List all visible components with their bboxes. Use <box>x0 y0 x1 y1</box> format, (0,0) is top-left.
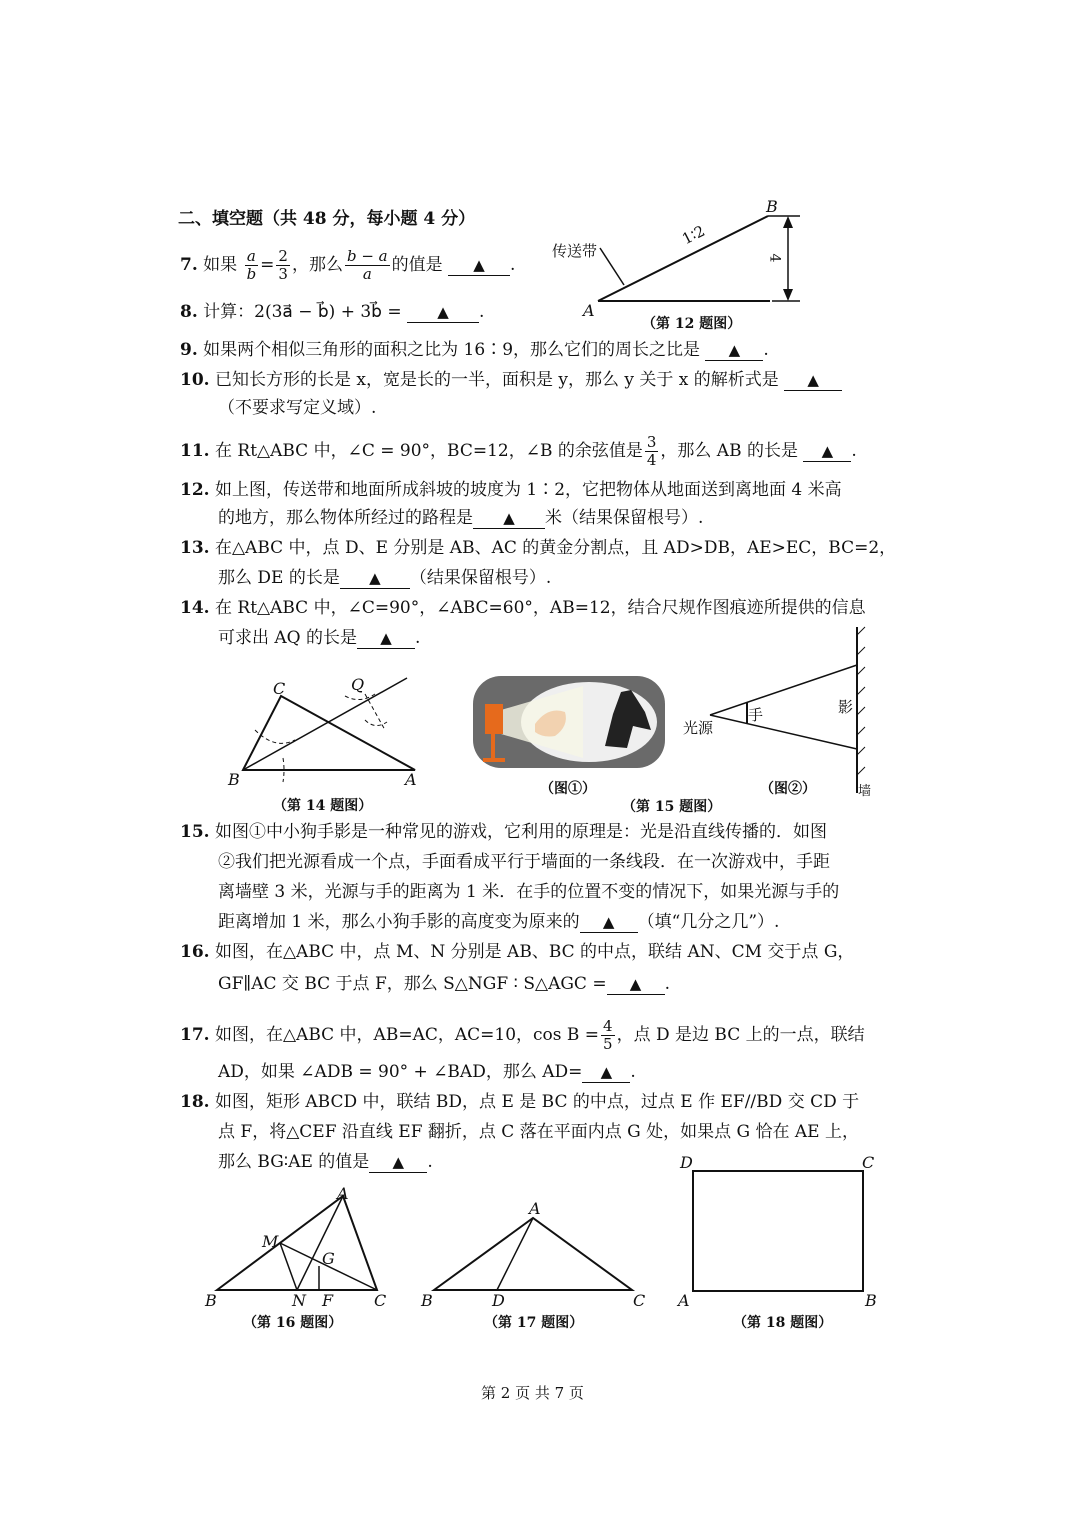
question-17-line2: AD，如果 ∠ADB = 90° + ∠BAD，那么 AD= ▲ . <box>218 1062 636 1082</box>
figure-12-caption: （第 12 题图） <box>642 316 742 332</box>
q18-text: 如图，矩形 ABCD 中，联结 BD，点 E 是 BC 的中点，过点 E 作 EF//BD 交 CD 于 <box>214 1092 860 1112</box>
point-label-d: D <box>680 1153 693 1172</box>
answer-blank[interactable]: ▲ <box>407 302 479 323</box>
q7-text-pre: 如果 <box>203 255 238 275</box>
light-source-label: 光源 <box>683 719 714 737</box>
q-number: 10. <box>180 370 210 390</box>
point-label-a: A <box>583 301 595 320</box>
segment-ad <box>497 1218 533 1290</box>
belt-label-leader <box>600 248 624 285</box>
figure-15-sub-caption-1: （图①） <box>540 781 596 797</box>
question-11: 11. 在 Rt△ABC 中，∠C = 90°，BC=12，∠B 的余弦值是 $\frac{3}{4}$ ，那么 AB 的长是 ▲ . <box>180 433 857 469</box>
q-number: 8. <box>180 302 198 322</box>
q17-text-pre: 如图，在△ABC 中，AB=AC，AC=10，cos B = <box>214 1025 600 1045</box>
q7-text-mid: ，那么 <box>291 255 343 275</box>
light-ray-lower <box>710 715 857 749</box>
equals-sign: = <box>260 255 275 275</box>
figure-15-diagram <box>700 625 885 795</box>
figure-18 <box>690 1168 870 1294</box>
question-15 <box>180 820 827 844</box>
point-label-b: B <box>766 197 778 216</box>
construction-arc <box>365 720 387 726</box>
point-label-c: C <box>862 1153 875 1172</box>
q8-text: 计算：2(3a⃗ − b⃗) + 3b⃗ = <box>203 302 402 322</box>
belt-label: 传送带 <box>552 242 598 260</box>
point-label-b: B <box>865 1291 877 1310</box>
q14-text: 在 Rt△ABC 中，∠C=90°，∠ABC=60°，AB=12，结合尺规作图痕迹所提供的信息 <box>214 598 866 618</box>
point-label-a: A <box>529 1199 541 1218</box>
q-number: 7. <box>180 255 198 275</box>
q-number: 9. <box>180 340 198 360</box>
q18-text-line2: 点 F，将△CEF 沿直线 EF 翻折，点 C 落在平面内点 G 处，如果点 G 恰在 AE 上， <box>218 1122 859 1142</box>
question-9: 9. 如果两个相似三角形的面积之比为 16∶9，那么它们的周长之比是 ▲ . <box>180 340 769 360</box>
question-13-line2: 那么 DE 的长是 ▲ （结果保留根号）. <box>218 568 552 588</box>
answer-blank[interactable]: ▲ <box>803 441 851 462</box>
q15-text-line3: 离墙壁 3 米，光源与手的距离为 1 米．在手的位置不变的情况下，如果光源与手的 <box>218 882 840 902</box>
fraction-3-4: $\frac{3}{4}$ <box>646 433 657 469</box>
fraction-b-minus-a: $\frac{b - a}{a}$ <box>346 247 388 283</box>
point-label-n: N <box>292 1291 306 1310</box>
rectangle-abcd <box>693 1171 863 1291</box>
answer-blank[interactable]: ▲ <box>357 628 415 649</box>
height-label: 4 <box>766 253 783 263</box>
q-number: 14. <box>180 598 210 618</box>
point-label-g: G <box>322 1249 335 1268</box>
question-14-line2: 可求出 AQ 的长是 ▲ . <box>218 628 421 648</box>
question-17 <box>180 1018 865 1053</box>
point-label-a: A <box>678 1291 690 1310</box>
question-15-line4: 距离增加 1 米，那么小狗手影的高度变为原来的 ▲ （填“几分之几”）. <box>218 912 780 932</box>
triangle-abc <box>434 1218 632 1290</box>
fraction-a-b: $\frac{a}{b}$ <box>246 247 257 283</box>
figure-14-caption: （第 14 题图） <box>273 798 373 814</box>
triangle-abc <box>217 1196 377 1290</box>
figure-17-caption: （第 17 题图） <box>484 1315 584 1331</box>
point-label-a: A <box>337 1184 349 1203</box>
point-label-c: C <box>633 1291 646 1310</box>
question-10 <box>180 368 842 392</box>
point-label-q: Q <box>351 675 365 694</box>
fraction-4-5: $\frac{4}{5}$ <box>603 1017 613 1053</box>
question-18-line3: 那么 BG∶AE 的值是 ▲ . <box>218 1152 433 1172</box>
q15-text-line2: ②我们把光源看成一个点，手面看成平行于墙面的一条线段．在一次游戏中，手距 <box>218 852 830 872</box>
question-8: 8. 计算：2(3a⃗ − b⃗) + 3b⃗ = ▲ . <box>180 302 485 322</box>
answer-blank[interactable]: ▲ <box>784 370 842 391</box>
q16-text: 如图，在△ABC 中，点 M、N 分别是 AB、BC 的中点，联结 AN、CM 交于点 G， <box>214 942 855 962</box>
q7-text-post: 的值是 <box>391 255 443 275</box>
figure-16 <box>205 1190 395 1300</box>
q-number: 16. <box>180 942 210 962</box>
question-16 <box>180 940 854 964</box>
point-label-a: A <box>405 770 417 789</box>
point-label-c: C <box>273 679 286 698</box>
light-ray-upper <box>710 665 857 715</box>
figure-12 <box>540 198 820 328</box>
figure-16-caption: （第 16 题图） <box>243 1315 343 1331</box>
answer-blank[interactable]: ▲ <box>448 255 510 276</box>
question-13 <box>180 536 896 560</box>
q10-text: 已知长方形的长是 x，宽是长的一半，面积是 y，那么 y 关于 x 的解析式是 <box>214 370 779 390</box>
fraction-2-3: $\frac{2}{3}$ <box>278 247 288 283</box>
answer-blank[interactable]: ▲ <box>705 340 763 361</box>
point-label-b: B <box>228 770 240 789</box>
wall-label: 墙 <box>858 784 872 799</box>
figure-14 <box>225 670 425 790</box>
q-number: 17. <box>180 1025 210 1045</box>
point-label-m: M <box>262 1232 279 1251</box>
q17-text-post: ，点 D 是边 BC 上的一点，联结 <box>616 1025 865 1045</box>
figure-15-caption: （第 15 题图） <box>622 799 722 815</box>
q11-text-pre: 在 Rt△ABC 中，∠C = 90°，BC=12，∠B 的余弦值是 <box>214 441 643 461</box>
answer-blank[interactable]: ▲ <box>582 1062 630 1083</box>
question-16-line2: GF∥AC 交 BC 于点 F，那么 S△NGF ∶ S△AGC = ▲ . <box>218 974 670 994</box>
lamp-body <box>485 704 503 734</box>
answer-blank[interactable]: ▲ <box>473 508 545 529</box>
q-number: 11. <box>180 441 210 461</box>
answer-blank[interactable]: ▲ <box>580 912 638 933</box>
q-number: 13. <box>180 538 210 558</box>
segment-an <box>297 1196 343 1290</box>
arrow-head-down <box>783 289 793 301</box>
q-number: 15. <box>180 822 210 842</box>
page-footer: 第 2 页 共 7 页 <box>481 1384 584 1402</box>
shadow-label: 影 <box>838 698 854 716</box>
triangle-abc <box>243 696 415 770</box>
section-title: 二、填空题（共 48 分，每小题 4 分） <box>178 209 476 229</box>
point-label-b: B <box>205 1291 217 1310</box>
q12-text: 如上图，传送带和地面所成斜坡的坡度为 1∶2，它把物体从地面送到离地面 4 米高 <box>214 480 842 500</box>
q13-text: 在△ABC 中，点 D、E 分别是 AB、AC 的黄金分割点，且 AD>DB，AE>EC，BC=2， <box>214 538 897 558</box>
point-label-d: D <box>492 1291 505 1310</box>
q15-text: 如图①中小狗手影是一种常见的游戏，它利用的原理是：光是沿直线传播的．如图 <box>214 822 827 842</box>
slope-label: 1∶2 <box>679 221 708 249</box>
figure-17 <box>430 1210 640 1300</box>
shadow-puppet-image <box>473 676 665 768</box>
figure-15-sub-caption-2: （图②） <box>760 781 816 797</box>
answer-blank[interactable]: ▲ <box>340 568 410 589</box>
q-number: 12. <box>180 480 210 500</box>
answer-blank[interactable]: ▲ <box>369 1152 427 1173</box>
hand-label: 手 <box>748 706 764 724</box>
question-12 <box>180 478 842 502</box>
point-label-c: C <box>374 1291 387 1310</box>
arrow-head-up <box>783 216 793 228</box>
point-label-f: F <box>322 1291 334 1310</box>
point-label-b: B <box>421 1291 433 1310</box>
q9-text: 如果两个相似三角形的面积之比为 16∶9，那么它们的周长之比是 <box>203 340 701 360</box>
figure-18-caption: （第 18 题图） <box>733 1315 833 1331</box>
q10-text-line2: （不要求写定义域）. <box>218 398 377 418</box>
q11-text-post: ，那么 AB 的长是 <box>660 441 798 461</box>
question-18 <box>180 1090 859 1114</box>
question-12-line2: 的地方，那么物体所经过的路程是 ▲ 米（结果保留根号）. <box>218 508 704 528</box>
question-7: 7. 如果 $\frac{a}{b}$ = $\frac{2}{3}$ ，那么 $\frac{b - a}{a}$ 的值是 ▲ . <box>180 247 516 283</box>
answer-blank[interactable]: ▲ <box>607 974 665 995</box>
question-14 <box>180 596 866 620</box>
q-number: 18. <box>180 1092 210 1112</box>
